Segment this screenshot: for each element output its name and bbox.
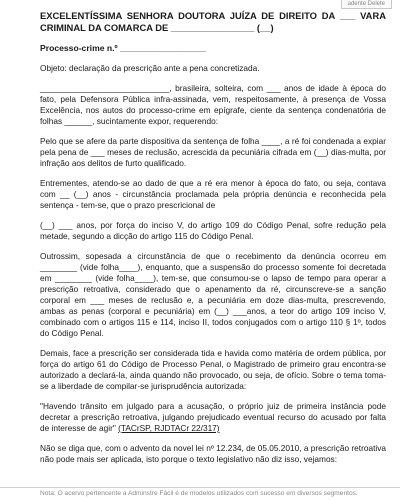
- document-heading: EXCELENTÍSSIMA SENHORA DOUTORA JUÍZA DE DIREITO DA ___ VARA CRIMINAL DA COMARCA DE ________________ (__): [40, 10, 386, 33]
- paragraph-outrossim: Outrossim, sopesada a circunstância de que o recebimento da denúncia ocorreu em ________ (vide folha____), enquanto, que a suspensão do processo somente foi decretada em ________ (vide folha____), tem-se, que consumou-se o lapso de tempo para operar a prescrição retroativa, considerado que o apenamento da ré, circunscreve-se a sanção corporal em ___ meses de reclusão e, a pecuniária em doze dias-multa, prescrevendo, ambas as penas (corporal e pecuniária) em (__) ___anos, a teor do artigo 109 inciso V, combinado com o artigos 115 e 114, inciso II, todos conjugados com o artigo 110 § 1º, todos do Código Penal.: [40, 251, 386, 338]
- jurisprudence-quote: [40, 401, 386, 434]
- paragraph-menoridade: Entrementes, atendo-se ao dado de que a ré era menor à época do fato, ou seja, contava com __ (__) anos - circunstância proclamada pela própria denúncia e reconhecida pela sentença - tem-se, que o prazo prescricional de: [40, 178, 386, 210]
- paragraph-objeto: Objeto: declaração da prescrição ante a pena concretizada.: [40, 63, 260, 73]
- paragraph-qualificacao: ____________________________, brasileira, solteira, com ___ anos de idade à época do fato, pela Defensora Pública infra-assinada, vem, respeitosamente, à presença de Vossa Excelência, nos autos do processo-crime em epígrafe, ciente da sentença condenatória de folhas ______, sucintamente expor, requerendo:: [40, 83, 386, 126]
- case-number: Processo-crime n.º __________________: [40, 43, 207, 53]
- quote-citation: (TACrSP, RJDTACr 22/317): [118, 423, 220, 433]
- footer-note: Nota: O acervo pertencente a Adminstre Fácil é de modelos utilizados com sucesso em diversos segmentos.: [0, 487, 400, 500]
- toolbar-button[interactable]: adente Delete: [341, 0, 392, 9]
- paragraph-condenacao: Pelo que se afere da parte dispositiva da sentença de folha ____, a ré foi condenada a expiar pela pena de ___ meses de reclusão, acrescida da pecuniária cifrada em (__) dias-multa, por infração aos delitos de furto qualificado.: [40, 136, 386, 168]
- quote-text: "Havendo trânsito em julgado para a acusação, o próprio juiz de primeira instância pode decretar a prescrição retroativa, julgando prejudicado eventual recurso do acusado por falta de interesse de agir": [40, 401, 386, 433]
- paragraph-ordem-publica: Demais, face a prescrição ser considerada tida e havida como matéria de ordem pública, por força do artigo 61 do Código de Processo Penal, o Magistrado de primeiro grau encontra-se autorizado a declará-la, ainda quando não provocado, ou seja, de ofício. Sobre o tema toma-se a liberdade de compilar-se jurisprudência autorizada:: [40, 348, 386, 391]
- document-page: [0, 10, 400, 492]
- paragraph-reducao: (__) ___ anos, por força do inciso V, do artigo 109 do Código Penal, sofre redução pela metade, segundo a dicção do artigo 115 do Código Penal.: [40, 220, 386, 241]
- paragraph-closing: Não se diga que, com o advento da novel lei nº 12.234, de 05.05.2010, a prescrição retroativa não pode mais ser aplicada, isto porque o texto legislativo não diz isso, vejamos:: [40, 443, 386, 464]
